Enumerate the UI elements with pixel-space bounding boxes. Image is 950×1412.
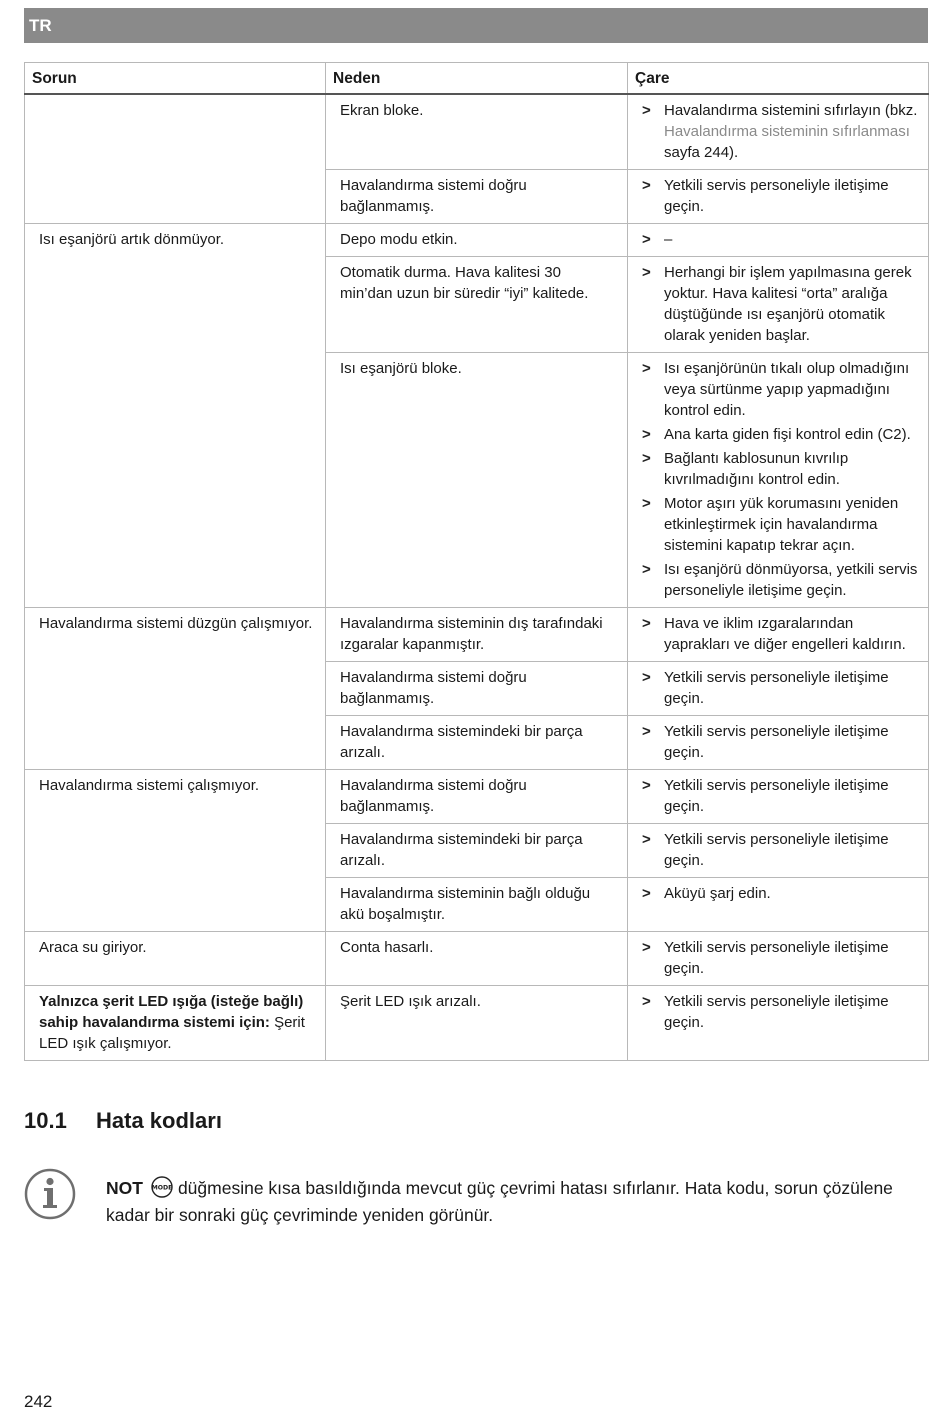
remedy-text-part: Havalandırma sistemini sıfırlayın (bkz. bbox=[664, 102, 918, 119]
remedy-text bbox=[664, 721, 918, 763]
remedy-item bbox=[642, 991, 918, 1033]
language-code: TR bbox=[29, 16, 52, 35]
mode-button-icon bbox=[149, 1176, 175, 1204]
section-title: Hata kodları bbox=[96, 1108, 222, 1133]
problem-text: Araca su giriyor. bbox=[39, 939, 147, 956]
cause-cell: Ekran bloke. bbox=[326, 94, 628, 170]
remedy-item bbox=[642, 775, 918, 817]
step-arrow-icon: > bbox=[642, 723, 651, 740]
step-arrow-icon: > bbox=[642, 426, 651, 443]
remedy-text-part: Yetkili servis personeliyle iletişime geçin. bbox=[664, 669, 889, 707]
remedy-cell bbox=[628, 257, 929, 353]
remedy-cell bbox=[628, 986, 929, 1061]
remedy-item bbox=[642, 721, 918, 763]
cause-cell: Otomatik durma. Hava kalitesi 30 min’dan uzun bir süredir “iyi” kalitede. bbox=[326, 257, 628, 353]
header-cause: Neden bbox=[326, 63, 628, 95]
remedy-item bbox=[642, 100, 918, 163]
note bbox=[106, 1176, 916, 1227]
step-arrow-icon: > bbox=[642, 669, 651, 686]
step-arrow-icon: > bbox=[642, 885, 651, 902]
step-arrow-icon: > bbox=[642, 777, 651, 794]
remedy-item bbox=[642, 229, 918, 250]
problem-condition: Yalnızca şerit LED ışığa (isteğe bağlı) sahip havalandırma sistemi için: bbox=[39, 993, 304, 1031]
remedy-text-part: Isı eşanjörünün tıkalı olup olmadığını veya sürtünme yapıp yapmadığını kontrol edin. bbox=[664, 360, 910, 419]
info-icon bbox=[24, 1168, 76, 1220]
problem-text: Isı eşanjörü artık dönmüyor. bbox=[39, 231, 225, 248]
remedy-cell bbox=[628, 878, 929, 932]
remedy-text bbox=[664, 493, 918, 556]
remedy-text-part: Aküyü şarj edin. bbox=[664, 885, 771, 902]
step-arrow-icon: > bbox=[642, 231, 651, 248]
problem-text: Şerit LED ışık çalışmıyor. bbox=[39, 1014, 305, 1052]
cause-cell: Havalandırma sisteminin bağlı olduğu akü boşalmıştır. bbox=[326, 878, 628, 932]
remedy-text-part: Yetkili servis personeliyle iletişime geçin. bbox=[664, 831, 889, 869]
remedy-item bbox=[642, 937, 918, 979]
remedy-text bbox=[664, 829, 918, 871]
step-arrow-icon: > bbox=[642, 993, 651, 1010]
remedy-text-part: Yetkili servis personeliyle iletişime geçin. bbox=[664, 177, 889, 215]
remedy-text-part: Isı eşanjörü dönmüyorsa, yetkili servis personeliyle iletişime geçin. bbox=[664, 561, 918, 599]
step-arrow-icon: > bbox=[642, 450, 651, 467]
step-arrow-icon: > bbox=[642, 615, 651, 632]
remedy-text bbox=[664, 448, 918, 490]
problem-cell bbox=[25, 608, 326, 770]
cause-cell: Depo modu etkin. bbox=[326, 224, 628, 257]
remedy-item bbox=[642, 667, 918, 709]
remedy-text bbox=[664, 424, 918, 445]
cause-cell: Isı eşanjörü bloke. bbox=[326, 353, 628, 608]
table-row bbox=[25, 94, 929, 170]
cause-cell: Havalandırma sistemi doğru bağlanmamış. bbox=[326, 770, 628, 824]
remedy-text-part: Herhangi bir işlem yapılmasına gerek yoktur. Hava kalitesi “orta” aralığa düştüğünde ısı eşanjörü otomatik olarak yeniden başlar. bbox=[664, 264, 912, 344]
problem-cell bbox=[25, 770, 326, 932]
section-number: 10.1 bbox=[24, 1108, 67, 1133]
remedy-cell bbox=[628, 824, 929, 878]
step-arrow-icon: > bbox=[642, 102, 651, 119]
problem-cell bbox=[25, 932, 326, 986]
remedy-text-part: – bbox=[664, 231, 673, 248]
remedy-text bbox=[664, 559, 918, 601]
remedy-item bbox=[642, 829, 918, 871]
troubleshooting-table bbox=[24, 62, 929, 1061]
table-row bbox=[25, 224, 929, 257]
problem-cell bbox=[25, 224, 326, 608]
step-arrow-icon: > bbox=[642, 177, 651, 194]
remedy-text-part: Ana karta giden fişi kontrol edin (C2). bbox=[664, 426, 911, 443]
cause-cell: Havalandırma sistemi doğru bağlanmamış. bbox=[326, 662, 628, 716]
table-header-row bbox=[25, 63, 929, 95]
remedy-cell bbox=[628, 94, 929, 170]
cause-cell: Havalandırma sistemindeki bir parça arızalı. bbox=[326, 824, 628, 878]
language-bar bbox=[24, 8, 928, 43]
remedy-text bbox=[664, 775, 918, 817]
remedy-text bbox=[664, 262, 918, 346]
remedy-text-part: Yetkili servis personeliyle iletişime geçin. bbox=[664, 939, 889, 977]
remedy-text-part: sayfa 244). bbox=[664, 144, 739, 161]
remedy-cell bbox=[628, 770, 929, 824]
header-remedy: Çare bbox=[628, 63, 929, 95]
table-row bbox=[25, 608, 929, 662]
problem-cell bbox=[25, 94, 326, 224]
step-arrow-icon: > bbox=[642, 939, 651, 956]
step-arrow-icon: > bbox=[642, 264, 651, 281]
cause-cell: Şerit LED ışık arızalı. bbox=[326, 986, 628, 1061]
remedy-item bbox=[642, 262, 918, 346]
note-body: düğmesine kısa basıldığında mevcut güç çevrimi hatası sıfırlanır. Hata kodu, sorun çözülene kadar bir sonraki güç çevriminde yeniden görünür. bbox=[106, 1178, 893, 1225]
remedy-text bbox=[664, 358, 918, 421]
cause-cell: Havalandırma sisteminin dış tarafındaki ızgaralar kapanmıştır. bbox=[326, 608, 628, 662]
cause-cell: Conta hasarlı. bbox=[326, 932, 628, 986]
remedy-cell bbox=[628, 608, 929, 662]
remedy-text bbox=[664, 100, 918, 163]
remedy-cell bbox=[628, 662, 929, 716]
problem-text: Havalandırma sistemi çalışmıyor. bbox=[39, 777, 260, 794]
remedy-text-part: Bağlantı kablosunun kıvrılıp kıvrılmadığını kontrol edin. bbox=[664, 450, 849, 488]
step-arrow-icon: > bbox=[642, 360, 651, 377]
problem-text: Havalandırma sistemi düzgün çalışmıyor. bbox=[39, 615, 313, 632]
remedy-cell bbox=[628, 716, 929, 770]
cross-reference-link[interactable]: Havalandırma sisteminin sıfırlanması bbox=[664, 123, 910, 140]
remedy-cell bbox=[628, 170, 929, 224]
header-problem: Sorun bbox=[25, 63, 326, 95]
table-row bbox=[25, 770, 929, 824]
remedy-cell bbox=[628, 932, 929, 986]
remedy-cell bbox=[628, 353, 929, 608]
step-arrow-icon: > bbox=[642, 561, 651, 578]
problem-cell bbox=[25, 986, 326, 1061]
remedy-text-part: Yetkili servis personeliyle iletişime geçin. bbox=[664, 723, 889, 761]
remedy-item bbox=[642, 613, 918, 655]
remedy-text bbox=[664, 175, 918, 217]
remedy-text-part: Hava ve iklim ızgaralarından yaprakları ve diğer engelleri kaldırın. bbox=[664, 615, 906, 653]
remedy-item bbox=[642, 559, 918, 601]
remedy-cell bbox=[628, 224, 929, 257]
remedy-text bbox=[664, 229, 918, 250]
remedy-item bbox=[642, 358, 918, 421]
remedy-text-part: Yetkili servis personeliyle iletişime geçin. bbox=[664, 993, 889, 1031]
mode-icon-label: MODE bbox=[151, 1184, 173, 1192]
section-heading bbox=[24, 1108, 222, 1134]
table-row bbox=[25, 986, 929, 1061]
remedy-item bbox=[642, 883, 918, 904]
cause-cell: Havalandırma sistemi doğru bağlanmamış. bbox=[326, 170, 628, 224]
remedy-item bbox=[642, 424, 918, 445]
remedy-text-part: Yetkili servis personeliyle iletişime geçin. bbox=[664, 777, 889, 815]
remedy-text-part: Motor aşırı yük korumasını yeniden etkinleştirmek için havalandırma sistemini kapatıp tekrar açın. bbox=[664, 495, 899, 554]
step-arrow-icon: > bbox=[642, 831, 651, 848]
remedy-text bbox=[664, 613, 918, 655]
cause-cell: Havalandırma sistemindeki bir parça arızalı. bbox=[326, 716, 628, 770]
remedy-item bbox=[642, 448, 918, 490]
page-number: 242 bbox=[24, 1392, 53, 1411]
remedy-text bbox=[664, 991, 918, 1033]
remedy-text bbox=[664, 937, 918, 979]
step-arrow-icon: > bbox=[642, 495, 651, 512]
remedy-item bbox=[642, 493, 918, 556]
remedy-item bbox=[642, 175, 918, 217]
table-row bbox=[25, 932, 929, 986]
note-label: NOT bbox=[106, 1178, 143, 1198]
remedy-text bbox=[664, 667, 918, 709]
remedy-text bbox=[664, 883, 918, 904]
